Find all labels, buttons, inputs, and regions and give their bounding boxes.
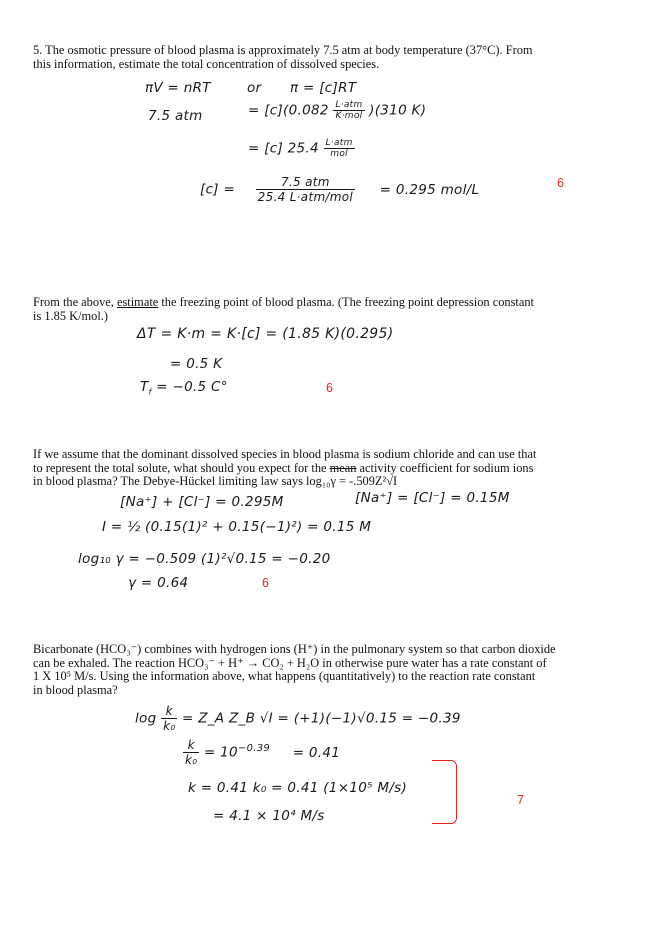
question-bicarbonate-line-3: 1 X 10⁵ M/s. Using the information above, what happens (quantitatively) to the reaction rate constant xyxy=(33,669,536,684)
bicarb-ratio-fraction-2 xyxy=(183,738,199,767)
q5-work-line-1a: πV = nRT xyxy=(145,80,211,96)
bicarb-work-line-1b: = Z_A Z_B √I = (+1)(−1)√0.15 = −0.39 xyxy=(182,710,461,727)
q5-work-line-3a: = [c] 25.4 xyxy=(248,140,319,157)
question-activity-line-1: If we assume that the dominant dissolved species in blood plasma is sodium chloride and can use that xyxy=(33,447,537,461)
question-bicarbonate-line-4: in blood plasma? xyxy=(33,682,118,697)
q5-work-line-4 xyxy=(200,175,479,204)
bicarb-work-line-2 xyxy=(183,738,340,767)
freezing-score: 6 xyxy=(326,381,333,395)
freezing-work-line-3b: = −0.5 C° xyxy=(151,379,228,395)
bicarb-work-line-2c: = 0.41 xyxy=(292,744,341,761)
question-bicarbonate-text xyxy=(33,643,633,697)
question-activity-line-2-post: activity coefficient for sodium ions xyxy=(356,460,534,475)
question-activity-line-3: in blood plasma? The Debye-Hückel limiting law says log₁₀γ = -.509Z²√I xyxy=(33,474,398,489)
bicarb-work-line-4: = 4.1 × 10⁴ M/s xyxy=(213,808,325,824)
bicarb-work-line-1a: log xyxy=(135,710,157,727)
q5-work-line-1c: π = [c]RT xyxy=(290,80,357,96)
question-freezing-line-2: is 1.85 K/mol.) xyxy=(33,308,109,323)
q5-unit-fraction-1-den: K·mol xyxy=(335,111,363,121)
question-activity-text xyxy=(33,448,633,489)
question-activity-line-2 xyxy=(33,462,633,476)
question-5-text xyxy=(33,44,633,71)
question-freezing-line-1 xyxy=(33,296,633,310)
q5-unit-fraction-1 xyxy=(333,100,364,121)
q5-result-fraction xyxy=(256,175,355,204)
bicarb-ratio-2-den: k₀ xyxy=(185,753,198,767)
freezing-work-line-2: = 0.5 K xyxy=(170,356,223,372)
q5-unit-fraction-2-num: L·atm xyxy=(325,138,353,148)
bicarb-score: 7 xyxy=(517,793,524,807)
freezing-work-line-3a: T xyxy=(140,379,149,395)
q5-work-line-2b: = [c](0.082 xyxy=(248,102,329,119)
q5-unit-fraction-2 xyxy=(324,138,355,159)
q5-unit-fraction-2-den: mol xyxy=(330,149,348,159)
q5-score: 6 xyxy=(557,176,564,190)
question-bicarbonate-line-1: Bicarbonate (HCO₃⁻) combines with hydrogen ions (H⁺) in the pulmonary system so that carbon dioxide xyxy=(33,642,556,656)
q5-result-fraction-den: 25.4 L·atm/mol xyxy=(257,190,354,204)
bicarb-work-line-2-sup: −0.39 xyxy=(237,743,271,754)
q5-work-line-2 xyxy=(248,100,426,121)
bicarb-ratio-fraction-1 xyxy=(161,704,177,733)
freezing-work-line-3 xyxy=(140,379,228,395)
question-activity-struck-word: mean xyxy=(329,460,357,475)
question-freezing-text xyxy=(33,296,633,323)
activity-work-line-2: I = ½ (0.15(1)² + 0.15(−1)²) = 0.15 M xyxy=(102,519,372,535)
bicarb-work-line-2b: = 10 xyxy=(203,744,238,761)
question-freezing-emphasis: estimate xyxy=(116,295,159,309)
bicarb-work-line-3: k = 0.41 k₀ = 0.41 (1×10⁵ M/s) xyxy=(188,780,408,796)
question-freezing-post: the freezing point of blood plasma. (The freezing point depression constant xyxy=(158,295,535,309)
activity-score: 6 xyxy=(262,576,269,590)
q5-work-line-2c: )(310 K) xyxy=(369,102,427,119)
activity-work-line-3: log₁₀ γ = −0.509 (1)²√0.15 = −0.20 xyxy=(78,551,331,567)
q5-unit-fraction-1-num: L·atm xyxy=(335,100,363,110)
bicarb-ratio-2-num: k xyxy=(183,738,199,753)
bicarb-ratio-1-num: k xyxy=(161,704,177,719)
q5-work-line-2a: 7.5 atm xyxy=(148,108,203,124)
q5-work-line-3 xyxy=(248,138,355,159)
question-5-line-1: 5. The osmotic pressure of blood plasma is approximately 7.5 atm at body temperature (37°C). From xyxy=(33,43,533,57)
q5-result-fraction-num: 7.5 atm xyxy=(256,175,355,190)
grade-bracket xyxy=(432,760,457,824)
freezing-work-line-1: ΔT = K·m = K·[c] = (1.85 K)(0.295) xyxy=(137,326,394,342)
freezing-work-line-3-sub: f xyxy=(148,387,152,397)
activity-work-line-4: γ = 0.64 xyxy=(128,575,189,591)
q5-work-line-4a: [c] = xyxy=(200,181,236,198)
question-freezing-pre: From the above, xyxy=(33,295,117,309)
activity-work-line-1b: [Na⁺] = [Cl⁻] = 0.15M xyxy=(355,490,510,506)
bicarb-ratio-1-den: k₀ xyxy=(163,719,176,733)
q5-work-line-4b: = 0.295 mol/L xyxy=(379,181,480,198)
question-bicarbonate-line-2: can be exhaled. The reaction HCO₃⁻ + H⁺ → CO₂ + H₂O in otherwise pure water has a rate constant of xyxy=(33,655,547,670)
question-5-line-2: this information, estimate the total concentration of dissolved species. xyxy=(33,56,380,71)
activity-work-line-1a: [Na⁺] + [Cl⁻] = 0.295M xyxy=(120,494,284,510)
bicarb-work-line-1 xyxy=(135,704,461,733)
q5-work-line-1b: or xyxy=(247,80,262,96)
question-activity-line-2-pre: to represent the total solute, what should you expect for the xyxy=(33,460,330,475)
